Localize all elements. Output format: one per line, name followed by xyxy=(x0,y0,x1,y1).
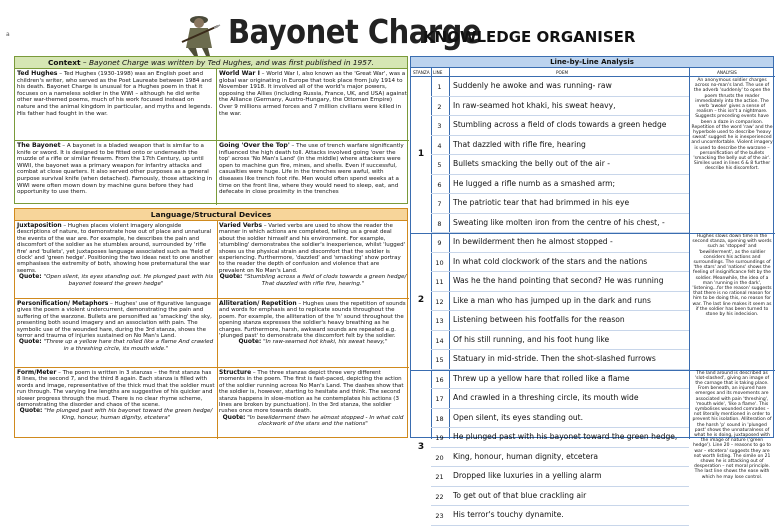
device-structure xyxy=(217,368,409,439)
line-number: 12 xyxy=(435,297,444,306)
poem-line-text: In raw-seamed hot khaki, his sweat heavy, xyxy=(453,100,616,110)
context-panel xyxy=(14,56,408,204)
poem-line-row xyxy=(431,175,689,195)
poem-line-row xyxy=(431,350,689,370)
language-heading: Language/Structural Devices xyxy=(15,209,407,221)
context-heading-detail: – Bayonet Charge was written by Ted Hughes, and was first published in 1957. xyxy=(82,58,375,67)
poem-line-row xyxy=(431,389,689,409)
device-form-meter xyxy=(15,368,217,439)
line-number: 4 xyxy=(437,141,442,150)
context-heading-bar xyxy=(15,57,407,69)
poem-line-text: To get out of that blue crackling air xyxy=(453,490,587,500)
poem-line-text: Suddenly he awoke and was running- raw xyxy=(453,81,612,90)
poem-line-row xyxy=(431,409,689,429)
poem-line-text: And crawled in a threshing circle, its mouth wide xyxy=(453,393,639,402)
poem-line-row xyxy=(431,467,689,487)
poem-line-text: That dazzled with rifle fire, hearing xyxy=(453,139,586,149)
context-over-the-top xyxy=(217,141,409,205)
poem-line-row xyxy=(431,311,689,331)
line-number: 22 xyxy=(435,492,444,501)
poem-line-row xyxy=(431,292,689,312)
jux-text: – Hughes places violent imagery alongside descriptions of nature, to demonstrate how out of place and unnatural the events of the war are. For example, he describes the pain and discomfort of the soldier as he stumbles around, surrounded by 'rifle fire' and 'bullets', yet juxtaposes language associated such as 'field of clock' and 'green hedge'. Positioning the two ideas next to one another emphasises the extremity of both, showing how preternatural the war seems. xyxy=(17,223,214,274)
line-number: 15 xyxy=(435,356,444,364)
line-number: 6 xyxy=(437,180,442,189)
col-stanza: STANZA xyxy=(413,70,430,75)
verb-title: Varied Verbs xyxy=(219,222,263,229)
context-bayonet-text: – A bayonet is a bladed weapon that is similar to a knife or sword. It is designed to be fitted onto or underneath the muzzle of a rifle or similar firearm. From the 17th Century, up until WWII, the bayonet was a primary weapon for infantry attacks and combat at close quarters. It also served other purposes as a general purpose survival knife (when detached). Famously, those attacking in WWI were often mown down by machine guns before they had opportunity to use them. xyxy=(17,143,213,196)
page-subtitle: KNOWLEDGE ORGANISER xyxy=(423,28,636,46)
line-number: 16 xyxy=(435,375,444,384)
stanza-analysis: Hughes slows down time in the second stanza, opening with words such as 'stopped' and 'bewilderment', as the soldier considers his actions and surroundings. The surroundings of 'the stars' and 'nations' shows the feeling of insignificance felt by the soldier. Meanwhile, the idea of a man 'running in the dark', 'listening...for the reason' suggests that there is no rational reason for him to be doing this, no reason for war. The last line makes it seem as if the soldier has been turned to stone by his indecision. xyxy=(692,234,772,318)
form-quote: Quote: "He plunged past with his bayonet toward the green hedge/ King, honour, human dignity, etcetera" xyxy=(19,407,213,421)
device-alliteration xyxy=(217,299,409,367)
poem-line-text: Bullets smacking the belly out of the air - xyxy=(453,159,610,168)
context-world-war xyxy=(217,69,409,141)
poem-line-row xyxy=(431,194,689,214)
language-panel xyxy=(14,208,408,438)
pers-quote: Quote: "Threw up a yellow hare that rolled like a flame And crawled in a threshing circle, its mouth wide." xyxy=(18,338,214,352)
poem-line-text: Was he the hand pointing that second? He was running xyxy=(453,276,664,285)
device-varied-verbs xyxy=(217,221,409,298)
struct-quote: Quote: "In bewilderment then he almost stopped - In what cold clockwork of the stars and the nations" xyxy=(222,413,404,428)
stanza-number: 3 xyxy=(417,441,425,452)
poem-line-text: In bewilderment then he almost stopped - xyxy=(453,237,613,246)
line-number: 13 xyxy=(435,317,444,325)
stanza-number: 2 xyxy=(417,295,425,306)
context-ww1-title: World War I xyxy=(219,70,260,77)
page-marker: a xyxy=(6,31,10,38)
pers-text: – Hughes' use of figurative language gives the poem a violent undercurrent, demonstrating the pain and suffering of the warzone. Bullets are personified as 'smacking' the sky, presenting both sound imagery and an association with pain. The symbolic use of the wounded hare, during the 3rd stanza, shows the terror and trauma of injuries sustained on No Man's Land. xyxy=(17,301,212,340)
line-number: 9 xyxy=(437,239,442,247)
poem-line-row xyxy=(431,77,689,97)
allit-text: – Hughes uses the repetition of sounds and words for emphasis and to replicate sounds throughout the poem. For example, the alliteration of the 'h' sound throughout the opening stanza expresses the soldier's heavy breathing as he charges. Furthermore, harsh, awkward sounds are repeated e.g. 'plunged past' to demonstrate the discomfort felt by the soldier. xyxy=(219,301,406,340)
poem-line-text: King, honour, human dignity, etcetera xyxy=(453,451,599,461)
poem-line-row xyxy=(431,233,689,253)
page-title: Bayonet Charge xyxy=(228,12,482,52)
poem-line-text: The patriotic tear that had brimmed in his eye xyxy=(453,198,630,207)
stanza-number: 1 xyxy=(417,149,425,159)
line-number: 19 xyxy=(435,434,444,442)
line-number: 14 xyxy=(435,336,444,345)
col-line: LINE xyxy=(433,70,443,75)
poem-line-text: Sweating like molten iron from the centre of his chest, - xyxy=(453,217,665,227)
context-heading: Context xyxy=(47,58,81,67)
line-number: 5 xyxy=(437,161,442,169)
form-text: – The poem is written in 3 stanzas – the first stanza has 8 lines, the second 7, and the third 8 again. Each stanza is filled with words and image, representative of the thick mud that the soldier must run through. The varying line lengths are suggestive of his quicker and slower progress through the mud. There is no clear rhyme scheme, demonstrating the disorder and chaos of the scene. xyxy=(17,370,215,409)
poem-line-row xyxy=(431,448,689,468)
stanza-analysis: The land around is described as 'slot-slashed', giving an image of the carnage that is taking place. From beneath, an injured hare emerges and its movements are associated with pain 'threshing', 'mouth wide', 'like a flame'. This symbolises wounded comrades – not literally mentioned in order to prevent his isolation. Alliteration of the harsh 'p' sound in 'plunged past' shows the unnaturalness of what he is doing, juxtaposed with the image of nature ('green hedge'). Line 20 – reasons to go to war – etcetera' suggests they are not worth listing. The simile on 21 shows he is attacking out of desperation – not moral principle. The last line shows the ease with which he may lose control. xyxy=(692,370,772,480)
poem-line-text: Of his still running, and his foot hung like xyxy=(453,334,610,344)
soldier-illustration xyxy=(178,8,220,56)
poem-line-text: Listening between his footfalls for the reason xyxy=(453,315,625,324)
context-over-text: – The use of trench warfare significantly influenced the high death toll. Attacks involved going 'over the top' across 'No Man's Land' (in the middle) where attackers were open to machine gun fire, mines, and shells. Even if successful, casualties were huge. Life in the trenches were awful, with diseases like trench foot rife. Men would often spend weeks at a time on the front line, where they would need to sleep, eat, and defecate in close proximity in the trenches xyxy=(219,143,404,196)
poem-line-row xyxy=(431,136,689,156)
verb-text: – Varied verbs are used to show the reader the manner in which actions are completed, telling us a great deal about the soldier himself and his environment. For example, 'stumbling' demonstrates the soldier's inexperience, whilst 'lugged' shows us the physical strain and discomfort that the soldier is experiencing. Furthermore, 'dazzled' and 'smacking' show portray to the reader the depth of confusion and violence that are prevalent on No Man's Land. xyxy=(219,223,406,274)
poem-line-text: He lugged a rifle numb as a smashed arm; xyxy=(453,178,616,188)
poem-line-text: Like a man who has jumped up in the dark and runs xyxy=(453,295,651,305)
poem-line-text: Stumbling across a field of clods towards a green hedge xyxy=(453,120,667,129)
jux-title: Juxtaposition xyxy=(17,222,62,229)
poem-line-text: In what cold clockwork of the stars and the nations xyxy=(453,256,648,266)
struct-title: Structure xyxy=(219,369,252,376)
poem-line-text: Dropped like luxuries in a yelling alarm xyxy=(453,471,602,480)
form-title: Form/Meter xyxy=(17,369,57,376)
line-number: 11 xyxy=(435,278,444,286)
line-number: 21 xyxy=(435,473,444,481)
line-number: 10 xyxy=(435,258,444,267)
poem-line-text: Statuary in mid-stride. Then the shot-slashed furrows xyxy=(453,354,656,363)
device-juxtaposition xyxy=(15,221,217,298)
context-ted-hughes xyxy=(15,69,217,141)
device-personification xyxy=(15,299,217,367)
poem-line-text: Open silent, its eyes standing out. xyxy=(453,412,584,422)
poem-line-text: He plunged past with his bayonet toward the green hedge, xyxy=(453,432,678,441)
allit-title: Alliteration/ Repetition xyxy=(219,300,297,307)
poem-line-row xyxy=(431,331,689,351)
col-analysis: ANALYSIS xyxy=(717,70,737,75)
poem-line-row xyxy=(431,487,689,507)
analysis-heading: Line-by-Line Analysis xyxy=(411,57,773,68)
stanza-analysis: An anonymous soldier charges across no-man's land. The use of the adverb 'suddenly' to open the poem thrusts the reader immediately into the action. The verb 'awoke' gives a sense of realism – this isn't a nightmare. Suggests preceding events have been a daze in comparison. Repetition of the word 'raw' and the hyperbole used to describe 'heavy sweat' suggest he is inexperienced and uncomfortable. Violent imagery is used to describe the warzone – personification of the bullets 'smacking the belly out of the air'. Similes used in lines 6 & 8 further describe his discomfort. xyxy=(691,78,773,172)
line-number: 8 xyxy=(437,219,442,228)
poem-line-row xyxy=(431,214,689,234)
line-number: 2 xyxy=(437,102,442,111)
col-poem: POEM xyxy=(556,70,569,75)
poem-line-row xyxy=(431,506,689,526)
poem-line-row xyxy=(431,272,689,292)
line-number: 17 xyxy=(435,395,444,403)
context-ww1-text: – World War I, also known as the 'Great War', was a global war originating in Europe that took place from July 1914 to November 1918. It involved all of the world's major powers, opposing the Allies (including Russia, France, UK, and USA) against the Alliance (Germany, Austro-Hungary, the Ottoman Empire) Over 9 millions armed forces and 7 million civilians were killed in the war. xyxy=(219,71,407,117)
poem-line-text: Threw up a yellow hare that rolled like a flame xyxy=(453,373,630,383)
poem-line-row xyxy=(431,116,689,136)
poem-line-row xyxy=(431,428,689,448)
verb-quote: Quote: "Stumbling across a field of clods towards a green hedge/ That dazzled with rifle fire, hearing." xyxy=(219,273,407,287)
line-number: 7 xyxy=(437,200,442,208)
context-over-title: Going 'Over the Top' xyxy=(219,142,290,149)
poem-line-row xyxy=(431,155,689,175)
analysis-panel xyxy=(410,56,774,520)
line-number: 18 xyxy=(435,414,444,423)
context-bayonet xyxy=(15,141,217,205)
line-number: 20 xyxy=(435,453,444,462)
poem-line-row xyxy=(431,370,689,390)
poem-line-text: His terror's touchy dynamite. xyxy=(453,510,564,519)
line-number: 1 xyxy=(437,83,442,91)
jux-quote: Quote: "Open silent, its eyes standing out. He plunged past with his bayonet toward the green hedge" xyxy=(18,273,214,287)
poem-line-row xyxy=(431,97,689,117)
poem-line-row xyxy=(431,253,689,273)
line-number: 23 xyxy=(435,512,444,520)
line-number: 3 xyxy=(437,122,442,130)
pers-title: Personification/ Metaphors xyxy=(17,300,109,307)
context-bayonet-title: The Bayonet xyxy=(17,142,61,149)
struct-text: – The three stanzas depict three very different moments in the poem. The first is fast-paced, depicting the action of the soldier running across No Man's Land. The dashes show that the soldier is, however, starting to hesitate and think. The second stanza happens in slow-motion as he contemplates his actions (3 lines are broken by punctuation). In the 3rd stanza, the soldier rushes once more towards death. xyxy=(219,370,404,415)
allit-quote: Quote: "In raw-seamed hot khaki, his sweat heavy," xyxy=(238,338,388,346)
analysis-column-headers xyxy=(411,68,775,77)
context-ted-text: – Ted Hughes (1930-1998) was an English poet and children's writer, who served as the Poet Laureate between 1984 and his death. Bayonet Charge is unusual for a Hughes poem in that it focuses on a nameless soldier in the WWI – although he did write other war-themed poems, much of his work focused instead on nature and the animal kingdom in particular, and myths and legends. His father had fought in the war. xyxy=(17,71,213,117)
context-ted-title: Ted Hughes xyxy=(17,70,58,77)
